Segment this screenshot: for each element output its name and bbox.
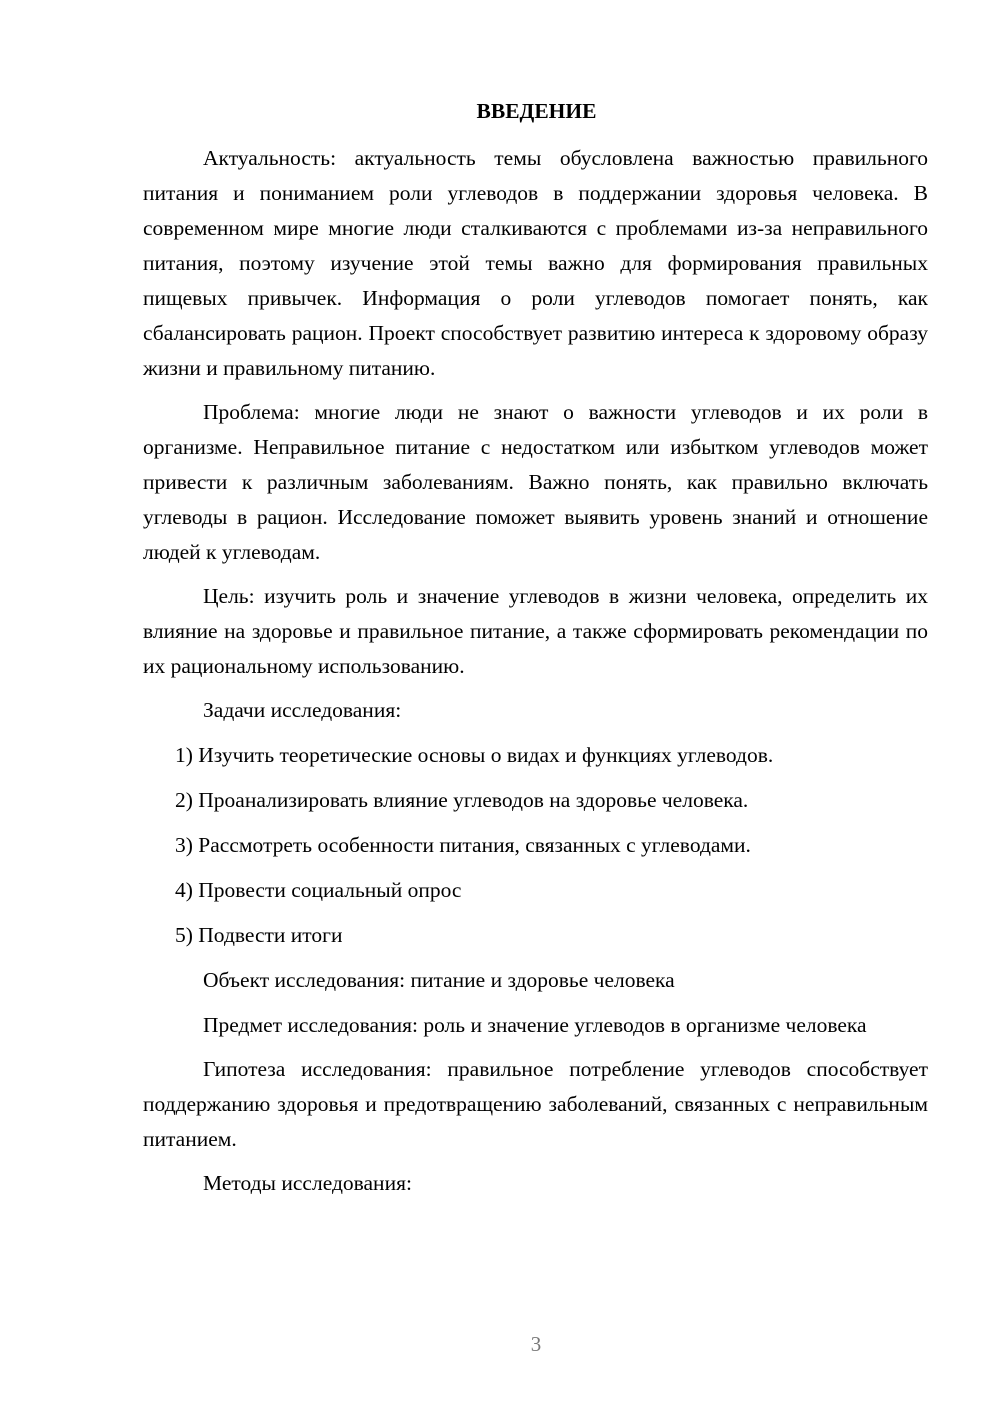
page-title: ВВЕДЕНИЕ — [476, 99, 597, 123]
task-item: 5) Подвести итоги — [175, 923, 343, 947]
tasks-list — [143, 738, 928, 953]
task-item: 1) Изучить теоретические основы о видах и функциях углеводов. — [175, 743, 774, 767]
hypothesis-paragraph: Гипотеза исследования: правильное потребление углеводов способствует поддержанию здоровья и предотвращению заболеваний, связанных с неправильным питанием. — [143, 1057, 928, 1151]
tasks-heading: Задачи исследования: — [203, 698, 402, 722]
task-item: 4) Провести социальный опрос — [175, 878, 462, 902]
task-item: 2) Проанализировать влияние углеводов на здоровье человека. — [175, 788, 749, 812]
methods-heading: Методы исследования: — [203, 1171, 412, 1195]
task-item: 3) Рассмотреть особенности питания, связанных с углеводами. — [175, 833, 751, 857]
page-number: 3 — [530, 1332, 542, 1356]
subject-paragraph: Предмет исследования: роль и значение углеводов в организме человека — [203, 1013, 867, 1037]
relevance-paragraph: Актуальность: актуальность темы обусловлена важностью правильного питания и пониманием роли углеводов в поддержании здоровья человека. В современном мире многие люди сталкиваются с проблемами из-за неправильного питания, поэтому изучение этой темы важно для формирования правильных пищевых привычек. Информация о роли углеводов помогает понять, как сбалансировать рацион. Проект способствует развитию интереса к здоровому образу жизни и правильному питанию. — [143, 146, 928, 380]
object-paragraph: Объект исследования: питание и здоровье человека — [203, 968, 675, 992]
goal-paragraph: Цель: изучить роль и значение углеводов в жизни человека, определить их влияние на здоровье и правильное питание, а также сформировать рекомендации по их рациональному использованию. — [143, 584, 928, 678]
page-content — [143, 94, 928, 1211]
problem-paragraph: Проблема: многие люди не знают о важности углеводов и их роли в организме. Неправильное питание с недостатком или избытком углеводов может привести к различным заболеваниям. Важно понять, как правильно включать углеводы в рацион. Исследование поможет выявить уровень знаний и отношение людей к углеводам. — [143, 400, 928, 564]
